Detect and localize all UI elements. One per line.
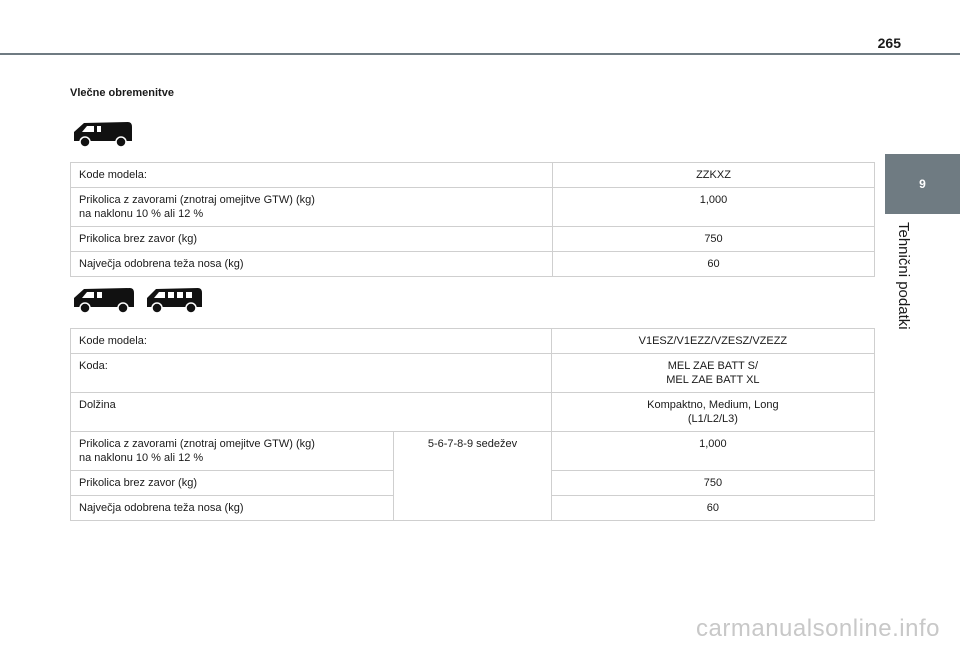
- table-row: [71, 393, 875, 432]
- row-label: Prikolica brez zavor (kg): [71, 471, 394, 496]
- page-number: 265: [877, 35, 901, 51]
- table-row: [71, 188, 875, 227]
- table-row: [71, 252, 875, 277]
- chapter-tab[interactable]: [885, 154, 960, 214]
- row-label: Največja odobrena teža nosa (kg): [71, 252, 553, 277]
- van-icons-2: [70, 283, 204, 315]
- row-value: MEL ZAE BATT S/ MEL ZAE BATT XL: [551, 354, 874, 393]
- row-label: Prikolica brez zavor (kg): [71, 227, 553, 252]
- row-value: 60: [551, 496, 874, 521]
- row-label: Prikolica z zavorami (znotraj omejitve GTW) (kg) na naklonu 10 % ali 12 %: [71, 432, 394, 471]
- row-value: Kompaktno, Medium, Long (L1/L2/L3): [551, 393, 874, 432]
- van-passenger-icon: [70, 283, 136, 315]
- row-label: Kode modela:: [71, 329, 552, 354]
- table-towing-zzkxz: [70, 162, 875, 277]
- watermark: carmanualsonline.info: [696, 615, 940, 642]
- van-passenger-icon: [144, 283, 204, 315]
- table-row: [71, 432, 875, 471]
- row-value: 750: [551, 471, 874, 496]
- row-value: 60: [553, 252, 875, 277]
- section-title: Vlečne obremenitve: [70, 87, 174, 99]
- van-panel-icon: [70, 117, 134, 149]
- row-label: Največja odobrena teža nosa (kg): [71, 496, 394, 521]
- table-row: [71, 163, 875, 188]
- table-row: [71, 227, 875, 252]
- row-value: 1,000: [551, 432, 874, 471]
- row-value: V1ESZ/V1EZZ/VZESZ/VZEZZ: [551, 329, 874, 354]
- row-value: 1,000: [553, 188, 875, 227]
- chapter-number: 9: [919, 177, 926, 191]
- chapter-title: Tehnični podatki: [895, 222, 912, 330]
- table-row: [71, 354, 875, 393]
- header-rule: [0, 53, 960, 55]
- table-towing-v1esz: [70, 328, 875, 521]
- seats-cell: 5-6-7-8-9 sedežev: [394, 432, 552, 521]
- table-row: [71, 329, 875, 354]
- row-label: Kode modela:: [71, 163, 553, 188]
- row-label: Prikolica z zavorami (znotraj omejitve GTW) (kg) na naklonu 10 % ali 12 %: [71, 188, 553, 227]
- row-label: Koda:: [71, 354, 552, 393]
- van-icons-1: [70, 117, 134, 149]
- row-value: 750: [553, 227, 875, 252]
- row-value: ZZKXZ: [553, 163, 875, 188]
- row-label: Dolžina: [71, 393, 552, 432]
